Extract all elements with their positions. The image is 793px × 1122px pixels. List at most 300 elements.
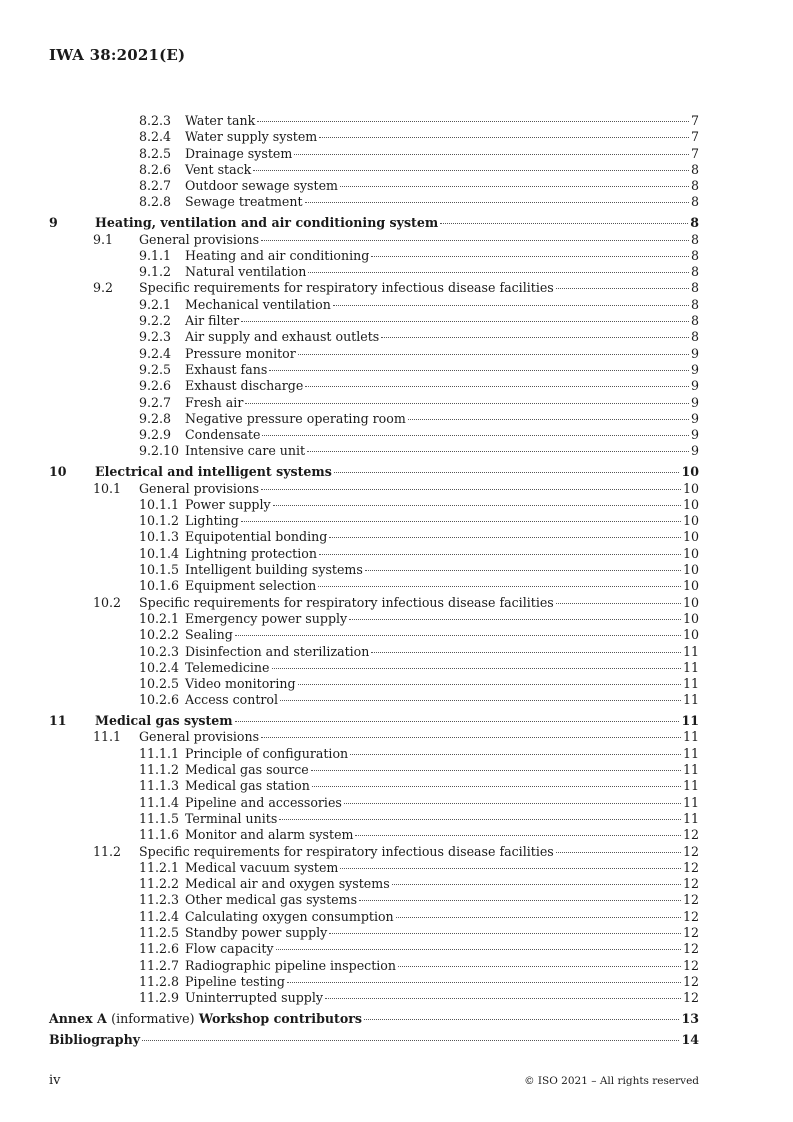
toc-entry-number: 10.2.1 — [139, 610, 180, 626]
toc-entry-title[interactable]: Principle of configuration — [185, 745, 349, 761]
dot-leader — [350, 754, 681, 755]
toc-entry[interactable] — [49, 578, 699, 594]
toc-entry-line — [185, 860, 699, 876]
toc-entry-annex[interactable] — [49, 1011, 699, 1027]
dot-leader — [329, 933, 681, 934]
toc-entry-number: 10.1.1 — [139, 496, 180, 512]
dot-leader — [235, 635, 681, 636]
toc-entry-number: 11.2.7 — [139, 957, 180, 973]
toc-entry-number: 10.1.6 — [139, 578, 180, 594]
toc-entry-number: 11.1.5 — [139, 810, 180, 826]
toc-entry-title[interactable]: Drainage system — [185, 145, 293, 161]
toc-entry[interactable] — [49, 827, 699, 843]
toc-entry-number: 9.2.7 — [139, 394, 172, 410]
toc-entry-number: 11.2 — [93, 843, 122, 859]
annex-title: Workshop contributors — [198, 1011, 362, 1027]
toc-entry-page: 11 — [682, 794, 699, 810]
dot-leader — [305, 202, 689, 203]
toc-entry-line — [185, 778, 699, 794]
toc-entry-number: 10.1.2 — [139, 513, 180, 529]
toc-entry-line — [185, 941, 699, 957]
toc-entry-number: 8.2.6 — [139, 161, 172, 177]
toc-entry-line — [185, 297, 699, 313]
toc-entry-line — [185, 497, 699, 513]
toc-entry-line — [185, 264, 699, 280]
dot-leader — [142, 1040, 679, 1041]
toc-entry-number: 8.2.5 — [139, 145, 172, 161]
toc-entry[interactable] — [49, 529, 699, 545]
dot-leader — [398, 966, 681, 967]
toc-entry-page: 11 — [682, 810, 699, 826]
toc-entry-page: 12 — [682, 957, 699, 973]
toc-entry-line — [139, 844, 699, 860]
toc-entry-line — [185, 611, 699, 627]
toc-entry-title[interactable]: Condensate — [185, 427, 261, 443]
toc-entry[interactable] — [49, 280, 699, 296]
toc-entry-page: 11 — [682, 676, 699, 692]
toc-entry-page: 8 — [690, 247, 699, 263]
toc-entry[interactable] — [49, 113, 699, 129]
toc-entry[interactable] — [49, 844, 699, 860]
toc-entry-title[interactable]: Uninterrupted supply — [185, 990, 324, 1006]
toc-entry-page: 12 — [682, 859, 699, 875]
toc-entry-line — [185, 329, 699, 345]
toc-entry-page: 10 — [682, 545, 699, 561]
toc-entry[interactable] — [49, 329, 699, 345]
toc-entry-title[interactable]: Pipeline and accessories — [185, 794, 342, 810]
dot-leader — [245, 403, 689, 404]
toc-entry-title[interactable]: Natural ventilation — [185, 264, 307, 280]
toc-entry-title[interactable]: Air supply and exhaust outlets — [185, 329, 380, 345]
toc-entry-page: 7 — [690, 129, 699, 145]
toc-entry-page: 10 — [682, 594, 699, 610]
toc-entry-number: 10.1 — [93, 480, 122, 496]
toc-entry-page: 12 — [682, 908, 699, 924]
toc-entry-title[interactable]: Electrical and intelligent systems — [95, 464, 332, 480]
dot-leader — [556, 288, 689, 289]
toc-entry-title[interactable]: Heating, ventilation and air conditioning system — [95, 215, 439, 231]
annex-title-group[interactable] — [49, 1011, 362, 1027]
toc-entry-title[interactable]: Disinfection and sterilization — [185, 643, 370, 659]
toc-entry[interactable] — [49, 811, 699, 827]
dot-leader — [344, 803, 681, 804]
dot-leader — [294, 154, 689, 155]
toc-entry-page: 12 — [682, 876, 699, 892]
toc-entry-number: 11.2.2 — [139, 876, 180, 892]
toc-entry[interactable] — [49, 178, 699, 194]
dot-leader — [359, 900, 681, 901]
dot-leader — [440, 223, 688, 224]
toc-entry-title[interactable]: Pipeline testing — [185, 973, 285, 989]
dot-leader — [308, 272, 689, 273]
toc-entry-title[interactable]: Specific requirements for respiratory infectious disease facilities — [139, 280, 554, 296]
toc-entry-number: 9.2.4 — [139, 345, 172, 361]
toc-entry-line — [185, 395, 699, 411]
toc-entry[interactable] — [49, 513, 699, 529]
toc-entry-line — [185, 909, 699, 925]
toc-entry-page: 11 — [682, 692, 699, 708]
toc-entry-page: 8 — [690, 280, 699, 296]
toc-entry-line — [185, 529, 699, 545]
toc-entry-line — [49, 1032, 699, 1048]
toc-entry[interactable] — [49, 958, 699, 974]
toc-entry-title[interactable]: Other medical gas systems — [185, 892, 358, 908]
dot-leader — [298, 684, 681, 685]
toc-entry[interactable] — [49, 644, 699, 660]
toc-entry-page: 12 — [682, 973, 699, 989]
toc-entry-line — [139, 481, 699, 497]
toc-entry-number: 9.2.9 — [139, 427, 172, 443]
dot-leader — [241, 321, 689, 322]
toc-entry-title[interactable]: Medical gas station — [185, 778, 310, 794]
dot-leader — [235, 721, 680, 722]
toc-entry-number: 8.2.4 — [139, 129, 172, 145]
toc-entry-page: 10 — [682, 562, 699, 578]
dot-leader — [273, 505, 681, 506]
toc-entry-title[interactable]: Water supply system — [185, 129, 318, 145]
toc-entry-title[interactable]: Access control — [185, 692, 279, 708]
toc-entry-page: 7 — [690, 113, 699, 128]
toc-entry[interactable] — [49, 909, 699, 925]
toc-entry-bibliography[interactable] — [49, 1032, 699, 1048]
dot-leader — [333, 305, 689, 306]
toc-entry-title[interactable]: Water tank — [185, 113, 256, 128]
toc-entry-line — [185, 974, 699, 990]
toc-entry[interactable] — [49, 611, 699, 627]
bibliography-title[interactable]: Bibliography — [49, 1031, 141, 1047]
toc-entry[interactable] — [49, 546, 699, 562]
toc-entry-number: 11.1.3 — [139, 778, 180, 794]
toc-entry-line — [139, 595, 699, 611]
toc-entry-title[interactable]: Power supply — [185, 496, 271, 512]
toc-entry-title[interactable]: Monitor and alarm system — [185, 827, 354, 843]
toc-entry-line — [185, 644, 699, 660]
toc-entry-page: 10 — [682, 578, 699, 594]
toc-entry-line — [185, 762, 699, 778]
toc-entry-line — [185, 194, 699, 210]
toc-entry-title[interactable]: Heating and air conditioning — [185, 247, 370, 263]
dot-leader — [408, 419, 689, 420]
toc-entry-title[interactable]: Exhaust fans — [185, 361, 268, 377]
toc-entry-page: 12 — [682, 827, 699, 843]
toc-entry-title[interactable]: Sealing — [185, 627, 233, 643]
toc-entry-number: 11.2.3 — [139, 892, 180, 908]
dot-leader — [318, 586, 681, 587]
toc-entry-page: 8 — [690, 313, 699, 329]
toc-entry[interactable] — [49, 860, 699, 876]
toc-entry[interactable] — [49, 692, 699, 708]
document-id: IWA 38:2021(E) — [49, 46, 186, 64]
toc-entry-title[interactable]: Calculating oxygen consumption — [185, 908, 394, 924]
toc-entry[interactable] — [49, 362, 699, 378]
toc-entry-page: 8 — [690, 178, 699, 194]
toc-entry-title[interactable]: Standby power supply — [185, 925, 328, 941]
toc-entry[interactable] — [49, 194, 699, 210]
dot-leader — [349, 619, 681, 620]
toc-entry-title[interactable]: Vent stack — [185, 161, 252, 177]
toc-entry[interactable] — [49, 464, 699, 480]
annex-qualifier: (informative) — [111, 1011, 195, 1027]
toc-entry[interactable] — [49, 627, 699, 643]
dot-leader — [334, 472, 680, 473]
toc-entry-number: 8.2.8 — [139, 194, 172, 210]
table-of-contents — [49, 113, 699, 1048]
toc-entry-page: 8 — [690, 329, 699, 345]
toc-entry-page: 8 — [690, 194, 699, 210]
toc-entry-title[interactable]: Equipotential bonding — [185, 529, 328, 545]
toc-entry-page: 9 — [690, 410, 699, 426]
toc-entry-line — [185, 692, 699, 708]
toc-entry-title[interactable]: Outdoor sewage system — [185, 178, 338, 194]
toc-entry-number: 10.2.3 — [139, 643, 180, 659]
dot-leader — [307, 451, 689, 452]
toc-entry-title[interactable]: Flow capacity — [185, 941, 274, 957]
toc-entry-line — [185, 129, 699, 145]
toc-entry-page: 8 — [690, 161, 699, 177]
toc-entry-line — [185, 443, 699, 459]
toc-entry[interactable] — [49, 481, 699, 497]
toc-entry-page: 10 — [682, 480, 699, 496]
toc-entry-line — [185, 546, 699, 562]
toc-entry-title[interactable]: Mechanical ventilation — [185, 296, 331, 312]
toc-entry-line — [185, 178, 699, 194]
toc-entry-title[interactable]: Emergency power supply — [185, 610, 348, 626]
toc-entry-number: 11.1 — [93, 729, 122, 745]
toc-entry[interactable] — [49, 713, 699, 729]
toc-entry[interactable] — [49, 676, 699, 692]
toc-entry-page: 12 — [682, 990, 699, 1006]
toc-entry-line — [185, 660, 699, 676]
toc-entry-page: 11 — [682, 745, 699, 761]
toc-entry-title[interactable]: Sewage treatment — [185, 194, 303, 210]
toc-entry-page: 12 — [682, 843, 699, 859]
toc-entry-page: 8 — [690, 296, 699, 312]
toc-entry-title[interactable]: Pressure monitor — [185, 345, 296, 361]
toc-entry[interactable] — [49, 395, 699, 411]
toc-entry-number: 11.2.6 — [139, 941, 180, 957]
toc-entry-line — [185, 627, 699, 643]
dot-leader — [392, 884, 681, 885]
dot-leader — [355, 835, 680, 836]
toc-entry-page: 10 — [681, 464, 699, 480]
toc-entry-page: 10 — [682, 529, 699, 545]
toc-entry[interactable] — [49, 892, 699, 908]
toc-entry[interactable] — [49, 762, 699, 778]
toc-entry-title[interactable]: Medical vacuum system — [185, 859, 339, 875]
toc-entry-line — [95, 464, 699, 480]
dot-leader — [269, 370, 689, 371]
toc-entry[interactable] — [49, 346, 699, 362]
toc-entry-number: 9.2 — [93, 280, 114, 296]
toc-entry-number: 10.2.5 — [139, 676, 180, 692]
toc-entry[interactable] — [49, 215, 699, 231]
toc-entry-title[interactable]: Fresh air — [185, 394, 244, 410]
toc-entry-title[interactable]: Medical air and oxygen systems — [185, 876, 390, 892]
dot-leader — [276, 949, 681, 950]
toc-entry-number: 11.2.8 — [139, 973, 180, 989]
toc-entry-title[interactable]: Intensive care unit — [185, 443, 306, 459]
toc-entry[interactable] — [49, 443, 699, 459]
toc-entry-page: 11 — [682, 762, 699, 778]
toc-entry-line — [185, 146, 699, 162]
dot-leader — [556, 852, 681, 853]
toc-entry[interactable] — [49, 795, 699, 811]
toc-entry-number: 9 — [49, 215, 58, 231]
toc-entry-number: 11.2.5 — [139, 925, 180, 941]
toc-entry-title[interactable]: Lighting — [185, 513, 239, 529]
dot-leader — [319, 554, 681, 555]
toc-entry-title[interactable]: General provisions — [139, 729, 260, 745]
toc-entry-page: 12 — [682, 892, 699, 908]
toc-entry-page: 9 — [690, 443, 699, 459]
toc-entry[interactable] — [49, 925, 699, 941]
toc-entry-number: 11.2.9 — [139, 990, 180, 1006]
toc-entry-line — [139, 280, 699, 296]
toc-entry-line — [185, 162, 699, 178]
toc-entry-title[interactable]: General provisions — [139, 480, 260, 496]
toc-entry-page: 9 — [690, 394, 699, 410]
toc-entry-title[interactable]: Specific requirements for respiratory infectious disease facilities — [139, 843, 554, 859]
toc-entry[interactable] — [49, 746, 699, 762]
toc-entry[interactable] — [49, 411, 699, 427]
dot-leader — [312, 786, 681, 787]
toc-entry[interactable] — [49, 146, 699, 162]
dot-leader — [381, 337, 689, 338]
dot-leader — [261, 489, 681, 490]
dot-leader — [340, 186, 689, 187]
toc-entry[interactable] — [49, 562, 699, 578]
toc-entry-number: 8.2.3 — [139, 113, 172, 128]
toc-entry-number: 11.1.2 — [139, 762, 180, 778]
dot-leader — [272, 668, 681, 669]
toc-entry-number: 11.1.4 — [139, 794, 180, 810]
toc-entry-number: 11.2.4 — [139, 908, 180, 924]
toc-entry-line — [185, 811, 699, 827]
toc-entry-number: 10.1.3 — [139, 529, 180, 545]
dot-leader — [329, 537, 681, 538]
dot-leader — [279, 819, 681, 820]
toc-entry-page: 11 — [682, 729, 699, 745]
toc-entry[interactable] — [49, 264, 699, 280]
dot-leader — [253, 170, 689, 171]
toc-entry-number: 10.2.2 — [139, 627, 180, 643]
toc-entry[interactable] — [49, 941, 699, 957]
toc-entry-number: 9.2.10 — [139, 443, 180, 459]
toc-entry[interactable] — [49, 297, 699, 313]
toc-entry-page: 9 — [690, 378, 699, 394]
toc-entry-page: 11 — [682, 778, 699, 794]
toc-entry-line — [185, 676, 699, 692]
toc-entry-title[interactable]: Medical gas system — [95, 713, 233, 729]
dot-leader — [305, 386, 689, 387]
toc-entry-number: 9.2.6 — [139, 378, 172, 394]
toc-entry-line — [139, 729, 699, 745]
dot-leader — [257, 121, 689, 122]
toc-entry[interactable] — [49, 378, 699, 394]
toc-entry-number: 10.2.6 — [139, 692, 180, 708]
dot-leader — [311, 770, 681, 771]
toc-entry-title[interactable]: Medical gas source — [185, 762, 309, 778]
toc-entry-title[interactable]: Intelligent building systems — [185, 562, 363, 578]
toc-entry-line — [185, 876, 699, 892]
dot-leader — [325, 998, 681, 999]
toc-entry[interactable] — [49, 248, 699, 264]
toc-entry[interactable] — [49, 778, 699, 794]
toc-entry[interactable] — [49, 660, 699, 676]
toc-entry[interactable] — [49, 497, 699, 513]
toc-entry-title[interactable]: Radiographic pipeline inspection — [185, 957, 396, 973]
toc-entry-line — [49, 1011, 699, 1027]
dot-leader — [340, 868, 681, 869]
toc-entry-line — [185, 427, 699, 443]
dot-leader — [396, 917, 681, 918]
toc-entry[interactable] — [49, 990, 699, 1006]
toc-entry-number: 11.2.1 — [139, 859, 180, 875]
dot-leader — [371, 652, 681, 653]
toc-entry-line — [95, 215, 699, 231]
toc-entry[interactable] — [49, 232, 699, 248]
toc-entry-line — [185, 362, 699, 378]
toc-entry-number: 8.2.7 — [139, 178, 172, 194]
toc-entry-line — [185, 113, 699, 129]
toc-entry-line — [185, 346, 699, 362]
toc-entry[interactable] — [49, 729, 699, 745]
toc-entry[interactable] — [49, 974, 699, 990]
toc-entry-title[interactable]: Lightning protection — [185, 545, 317, 561]
dot-leader — [280, 700, 681, 701]
toc-entry-number: 9.1.2 — [139, 264, 172, 280]
toc-entry-line — [185, 746, 699, 762]
toc-entry-page: 10 — [682, 627, 699, 643]
toc-entry-title[interactable]: Specific requirements for respiratory infectious disease facilities — [139, 594, 554, 610]
toc-entry-title[interactable]: Air filter — [185, 313, 240, 329]
toc-entry-page: 8 — [690, 215, 699, 231]
toc-entry-page: 7 — [690, 145, 699, 161]
toc-entry[interactable] — [49, 876, 699, 892]
toc-entry-title[interactable]: Telemedicine — [185, 659, 270, 675]
dot-leader — [261, 737, 681, 738]
toc-entry[interactable] — [49, 427, 699, 443]
toc-entry-title[interactable]: Terminal units — [185, 810, 278, 826]
toc-entry-title[interactable]: Video monitoring — [185, 676, 296, 692]
toc-entry[interactable] — [49, 595, 699, 611]
toc-entry-title[interactable]: Equipment selection — [185, 578, 317, 594]
toc-entry[interactable] — [49, 313, 699, 329]
toc-entry-line — [185, 795, 699, 811]
toc-entry-line — [185, 925, 699, 941]
toc-entry-page: 10 — [682, 513, 699, 529]
toc-entry-page: 13 — [681, 1011, 699, 1027]
toc-entry-title[interactable]: Negative pressure operating room — [185, 410, 406, 426]
toc-entry-number: 11.1.6 — [139, 827, 180, 843]
toc-entry[interactable] — [49, 129, 699, 145]
toc-entry[interactable] — [49, 162, 699, 178]
toc-entry-page: 9 — [690, 345, 699, 361]
toc-entry-page: 10 — [682, 496, 699, 512]
toc-entry-title[interactable]: Exhaust discharge — [185, 378, 304, 394]
toc-entry-page: 8 — [690, 264, 699, 280]
toc-entry-number: 9.1 — [93, 231, 114, 247]
toc-entry-number: 10.2 — [93, 594, 122, 610]
toc-entry-line — [139, 232, 699, 248]
annex-label: Annex A — [49, 1011, 107, 1027]
dot-leader — [241, 521, 681, 522]
toc-entry-title[interactable]: General provisions — [139, 231, 260, 247]
dot-leader — [365, 570, 681, 571]
toc-entry-line — [185, 578, 699, 594]
toc-entry-number: 11 — [49, 713, 67, 729]
toc-entry-number: 9.2.2 — [139, 313, 172, 329]
